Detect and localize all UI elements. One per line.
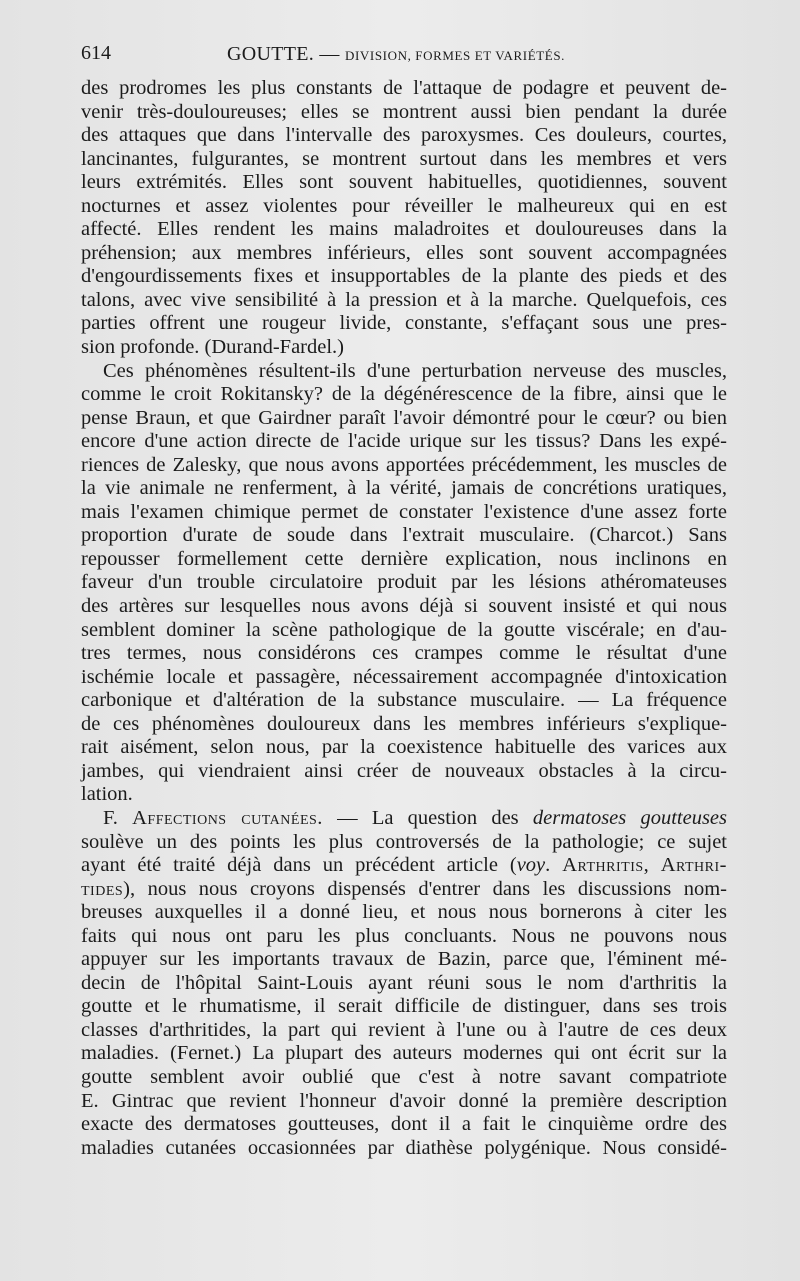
text-line: classes d'arthritides, la part qui revient à l'une ou à l'autre de ces deux xyxy=(81,1018,727,1041)
text-line: parties offrent une rougeur livide, constante, s'effaçant sous une pres- xyxy=(81,312,727,335)
text-line: de ces phénomènes douloureux dans les membres inférieurs s'explique- xyxy=(81,712,727,735)
section-lead: — La question des xyxy=(322,806,533,829)
text-line: rait aisément, selon nous, par la coexistence habituelle des varices aux xyxy=(81,736,727,759)
text-line: nocturnes et assez violentes pour réveiller le malheureux qui en est xyxy=(81,194,727,217)
text-line: lation. xyxy=(81,783,133,806)
text-line: sion profonde. (Durand-Fardel.) xyxy=(81,336,345,359)
text-line: proportion d'urate de soude dans l'extrait musculaire. (Charcot.) Sans xyxy=(81,524,727,547)
section-heading: Affections cutanées. xyxy=(132,806,323,829)
text-line: affecté. Elles rendent les mains maladroites et douloureuses dans la xyxy=(81,218,727,241)
cross-reference: Arthri- xyxy=(660,854,727,877)
text-line: carbonique et d'altération de la substance musculaire. — La fréquence xyxy=(81,689,727,712)
text-line: maladies cutanées occasionnées par diathèse polygénique. Nous considé- xyxy=(81,1136,727,1159)
text-line: talons, avec vive sensibilité à la pression et à la marche. Quelquefois, ces xyxy=(81,288,727,311)
text-line: encore d'une action directe de l'acide urique sur les tissus? Dans les expé- xyxy=(81,430,727,453)
text-line: Ces phénomènes résultent-ils d'une perturbation nerveuse des muscles, xyxy=(103,359,727,382)
text-line: leurs extrémités. Elles sont souvent habituelles, quotidiennes, souvent xyxy=(81,171,727,194)
text-line: appuyer sur les importants travaux de Bazin, parce que, l'éminent mé- xyxy=(81,948,727,971)
running-header xyxy=(81,42,731,66)
line-fragment: ayant été traité déjà dans un précédent article ( xyxy=(81,854,517,877)
section-f xyxy=(81,807,727,1160)
line-fragment: ), nous nous croyons dispensés d'entrer dans les discussions nom- xyxy=(123,877,727,900)
section-term: dermatoses goutteuses xyxy=(532,806,728,829)
text-line: pense Braun, et que Gairdner paraît l'avoir démontré pour le cœur? ou bien xyxy=(81,406,727,429)
text-line: faveur d'un trouble circulatoire produit par les lésions athéromateuses xyxy=(81,571,727,594)
text-line: decin de l'hôpital Saint-Louis ayant réuni sous le nom d'arthritis la xyxy=(81,971,727,994)
text-line: d'engourdissements fixes et insupportables de la plante des pieds et des xyxy=(81,265,727,288)
text-line: comme le croit Rokitansky? de la dégénérescence de la fibre, ainsi que le xyxy=(81,383,727,406)
paragraph-1 xyxy=(81,77,727,360)
section-letter: F. xyxy=(103,806,118,829)
running-title-subtitle: DIVISION, FORMES ET VARIÉTÉS. xyxy=(345,48,566,63)
line-fragment: , xyxy=(643,854,661,877)
text-line: soulève un des points les plus controversés de la pathologie; ce sujet xyxy=(81,830,727,853)
text-line: la vie animale ne renferment, à la vérité, jamais de concrétions uratiques, xyxy=(81,477,727,500)
section-heading-line xyxy=(81,807,727,831)
line-fragment: . xyxy=(545,854,563,877)
text-line: venir très-douloureuses; elles se montrent aussi bien pendant la durée xyxy=(81,100,727,123)
text-line: ischémie locale et passagère, nécessairement accompagnée d'intoxication xyxy=(81,665,727,688)
cross-reference: tides xyxy=(81,877,124,900)
page-number: 614 xyxy=(81,42,111,64)
text-line: des prodromes les plus constants de l'attaque de podagre et peuvent de- xyxy=(81,77,727,99)
text-line: semblent dominer la scène pathologique de la goutte viscérale; en d'au- xyxy=(81,618,727,641)
running-title xyxy=(227,43,565,66)
text-line: mais l'examen chimique permet de constater l'existence d'une assez forte xyxy=(81,500,727,523)
text-line: des artères sur lesquelles nous avons déjà si souvent insisté et qui nous xyxy=(81,595,727,618)
text-line xyxy=(81,854,727,878)
text-body xyxy=(81,77,727,1160)
running-title-main: GOUTTE. xyxy=(227,43,315,65)
text-line: repousser formellement cette dernière explication, nous inclinons en xyxy=(81,547,727,570)
text-line: E. Gintrac que revient l'honneur d'avoir donné la première description xyxy=(81,1089,727,1112)
text-line: breuses auxquelles il a donné lieu, et nous nous bornerons à citer les xyxy=(81,901,727,924)
text-line: jambes, qui viendraient ainsi créer de nouveaux obstacles à la circu- xyxy=(81,759,727,782)
running-title-dash: — xyxy=(314,43,345,65)
text-line: goutte et le rhumatisme, il serait difficile de distinguer, dans ses trois xyxy=(81,995,727,1018)
text-line: maladies. (Fernet.) La plupart des auteurs modernes qui ont écrit sur la xyxy=(81,1042,727,1065)
paragraph-2 xyxy=(81,360,727,807)
text-line: tres termes, nous considérons ces crampes comme le résultat d'une xyxy=(81,642,727,665)
text-line: riences de Zalesky, que nous avons apportées précédemment, les muscles de xyxy=(81,453,727,476)
cross-reference: Arthritis xyxy=(562,854,644,877)
text-line: lancinantes, fulgurantes, se montrent surtout dans les membres et vers xyxy=(81,147,727,170)
text-line: faits qui nous ont paru les plus concluants. Nous ne pouvons nous xyxy=(81,924,727,947)
text-line: des attaques que dans l'intervalle des paroxysmes. Ces douleurs, courtes, xyxy=(81,124,727,147)
text-line: exacte des dermatoses goutteuses, dont il a fait le cinquième ordre des xyxy=(81,1113,727,1136)
voy-abbrev: voy xyxy=(516,854,546,877)
text-line xyxy=(81,878,727,902)
text-line: préhension; aux membres inférieurs, elles sont souvent accompagnées xyxy=(81,241,727,264)
text-line: goutte semblent avoir oublié que c'est à notre savant compatriote xyxy=(81,1065,727,1088)
